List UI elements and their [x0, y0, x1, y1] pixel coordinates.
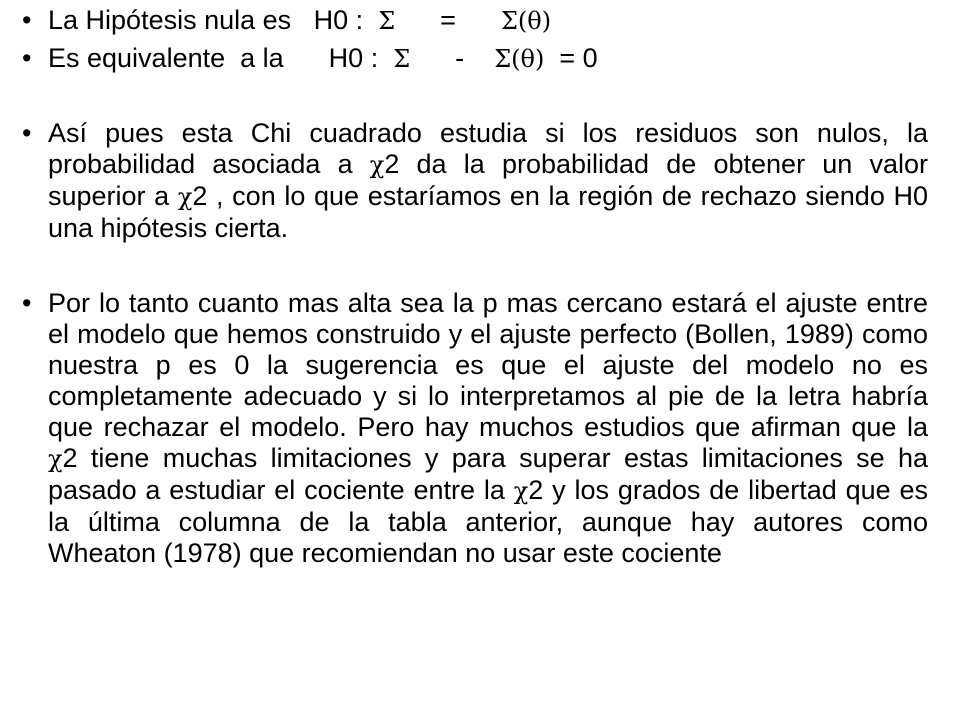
- hypothesis-line-2: [48, 43, 928, 75]
- bullet-dot: •: [22, 5, 32, 35]
- bullet-dot: •: [22, 118, 32, 148]
- line1-h0: H0 :: [313, 5, 379, 35]
- chi-symbol: χ: [48, 445, 63, 473]
- sigma-theta-symbol: Σ(θ): [494, 45, 545, 73]
- chi-square-paragraph: [48, 118, 928, 244]
- para1-text: Así pues esta Chi cuadrado estudia si los residuos son nulos, la probabilidad asociada a: [48, 118, 928, 179]
- p-value-paragraph: [48, 288, 928, 569]
- sigma-symbol: Σ: [378, 7, 396, 35]
- sigma-symbol: Σ: [393, 45, 411, 73]
- line1-operator: =: [395, 5, 501, 35]
- bullet-dot: •: [22, 288, 32, 318]
- line1-label: La Hipótesis nula es: [48, 5, 314, 35]
- chi-symbol: χ: [369, 151, 385, 179]
- para2-text: 2 y los grados de libertad que es la última columna de la tabla anterior, aunque hay autores como Wheaton (1978) que recomiendan no usar este cociente: [48, 475, 928, 568]
- chi-symbol: χ: [177, 183, 193, 211]
- sigma-theta-symbol: Σ(θ): [500, 7, 552, 35]
- line2-tail: = 0: [544, 43, 598, 73]
- line2-label: Es equivalente a la: [48, 43, 329, 73]
- para2-text: Por lo tanto cuanto mas alta sea la p mas cercano estará el ajuste entre el modelo que hemos construido y el ajuste perfecto (Bollen, 1989) como nuestra p es 0 la sugerencia es que el ajuste del modelo no es completamente adecuado y si lo interpretamos al pie de la letra habría que rechazar el modelo. Pero hay muchos estudios que afirman que la: [48, 288, 928, 442]
- line2-operator: -: [410, 43, 495, 73]
- para1-text: 2 , con lo que estaríamos en la región de rechazo siendo H0 una hipótesis cierta.: [48, 181, 928, 243]
- bullet-dot: •: [22, 43, 32, 73]
- line2-h0: H0 :: [328, 43, 394, 73]
- hypothesis-line-1: [48, 5, 928, 37]
- para1-text: 2 da la probabilidad de obtener un valor superior a: [48, 149, 928, 211]
- para2-text: 2 tiene muchas limitaciones y para superar estas limitaciones se ha pasado a estudiar el cociente entre la: [48, 443, 928, 505]
- chi-symbol: χ: [513, 477, 529, 505]
